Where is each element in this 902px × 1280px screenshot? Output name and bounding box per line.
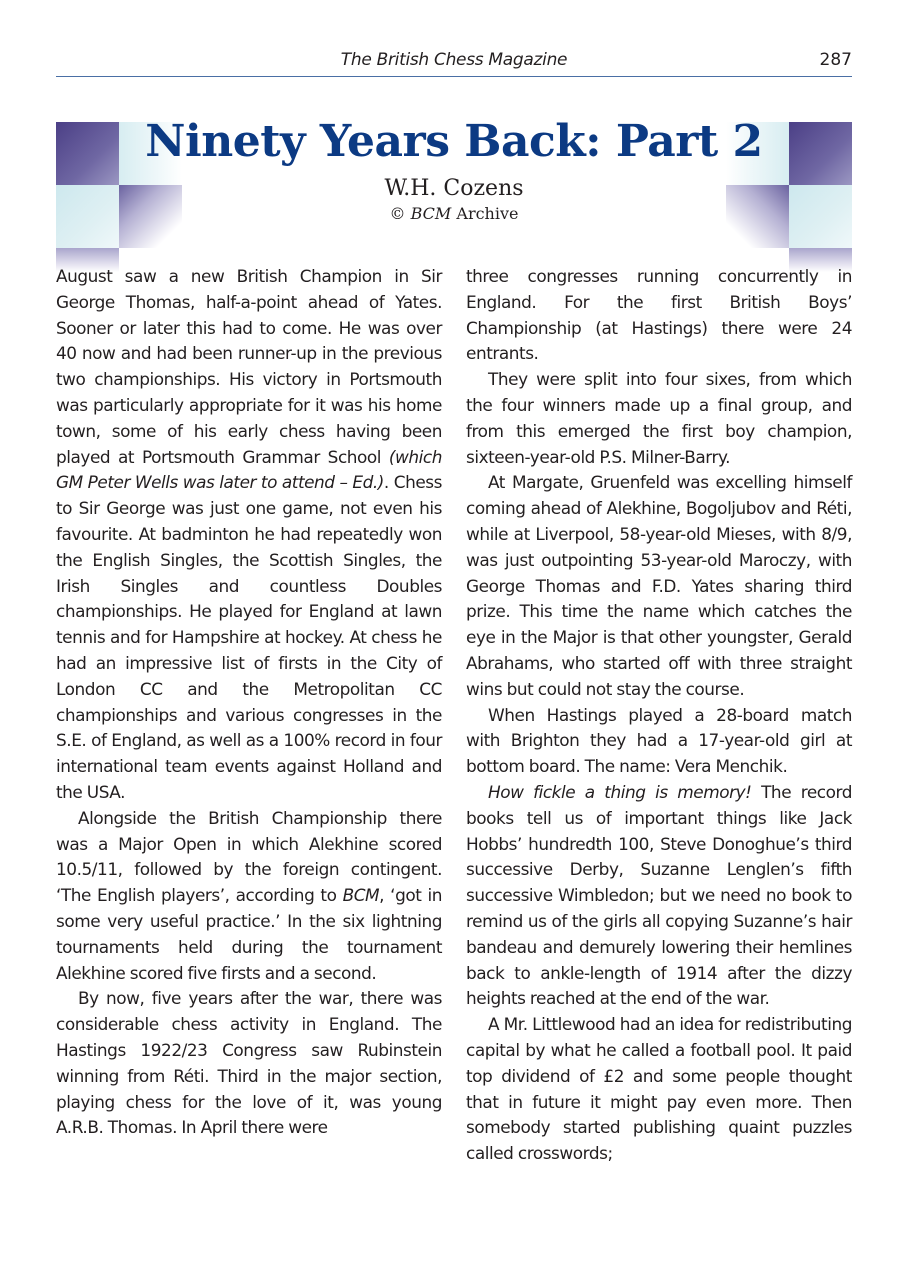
paragraph — [466, 264, 852, 367]
body-text: The record books tell us of important things like Jack Hobbs’ hundredth 100, Steve Donoghue’s third successive Derby, Suzanne Lenglen’s fifth successive Wimbledon; but we need no book to remind us of the girls all copying Suzanne’s hair bandeau and demurely lowering their hemlines back to ankle-length of 1914 after the dizzy heights reached at the end of the war. — [466, 781, 852, 1009]
credit-archive: Archive — [456, 204, 519, 223]
paragraph — [466, 780, 852, 1012]
archive-credit — [56, 204, 852, 223]
article-title: Ninety Years Back: Part 2 — [145, 116, 763, 167]
paragraph — [466, 367, 852, 470]
body-text: three congresses running concurrently in England. For the first British Boys’ Championship (at Hastings) there were 24 entrants. — [466, 266, 852, 364]
body-text: They were split into four sixes, from which the four winners made up a final group, and from this emerged the first boy champion, sixteen-year-old P.S. Milner-Barry. — [466, 369, 852, 467]
article-banner — [56, 116, 852, 272]
right-column — [466, 264, 852, 1167]
body-text: At Margate, Gruenfeld was excelling himself coming ahead of Alekhine, Bogoljubov and Réti, while at Liverpool, 58-year-old Mieses, with 8/9, was just outpointing 53-year-old Maroczy, with George Thomas and F.D. Yates sharing third prize. This time the name which catches the eye in the Major is that other youngster, Gerald Abrahams, who started off with three straight wins but could not stay the course. — [466, 472, 852, 699]
paragraph — [466, 703, 852, 780]
body-text: By now, five years after the war, there was considerable chess activity in England. The Hastings 1922/23 Congress saw Rubinstein winning from Réti. Third in the major section, playing chess for the love of it, was young A.R.B. Thomas. In April there were — [56, 988, 442, 1138]
body-text: . Chess to Sir George was just one game, not even his favourite. At badminton he had repeatedly won the English Singles, the Scottish Singles, the Irish Singles and countless Doubles championships. He played for England at lawn tennis and for Hampshire at hockey. At chess he had an impressive list of firsts in the City of London CC and the Metropolitan CC championships and various congresses in the S.E. of England, as well as a 100% record in four international team events against Holland and the USA. — [56, 472, 442, 802]
paragraph — [466, 1012, 852, 1167]
paragraph — [56, 806, 442, 987]
body-text: A Mr. Littlewood had an idea for redistributing capital by what he called a football pool. It paid top dividend of £2 and some people thought that in future it might pay even more. Then somebody started publishing quaint puzzles called crosswords; — [466, 1014, 852, 1164]
left-column — [56, 264, 442, 1141]
body-text: Alongside the British Championship there was a Major Open in which Alekhine scored 10.5/11, followed by the foreign contingent. ‘The English players’, according to — [56, 807, 442, 906]
body-text: When Hastings played a 28-board match with Brighton they had a 17-year-old girl at bottom board. The name: Vera Menchik. — [466, 704, 852, 777]
copyright-symbol: © — [389, 204, 406, 223]
italic-text: How fickle a thing is memory! — [488, 781, 752, 802]
body-text: , ‘got in some very useful practice.’ In the six lightning tournaments held during the tournament Alekhine scored five firsts and a second. — [56, 885, 442, 983]
author-byline: W.H. Cozens — [384, 176, 524, 201]
body-text: August saw a new British Champion in Sir George Thomas, half-a-point ahead of Yates. Sooner or later this had to come. He was over 40 now and had been runner-up in the previous two championships. His victory in Portsmouth was particularly appropriate for it was his home town, some of his early chess having been played at Portsmouth Grammar School — [56, 266, 442, 467]
paragraph — [56, 986, 442, 1141]
magazine-title: The British Chess Magazine — [340, 50, 568, 70]
italic-text: BCM — [342, 885, 380, 906]
credit-publication: BCM — [410, 204, 452, 223]
running-head — [56, 44, 852, 77]
paragraph — [56, 264, 442, 806]
paragraph — [466, 470, 852, 702]
italic-text: (which GM Peter Wells was later to attend – Ed.) — [56, 446, 442, 493]
page-number: 287 — [819, 50, 852, 70]
